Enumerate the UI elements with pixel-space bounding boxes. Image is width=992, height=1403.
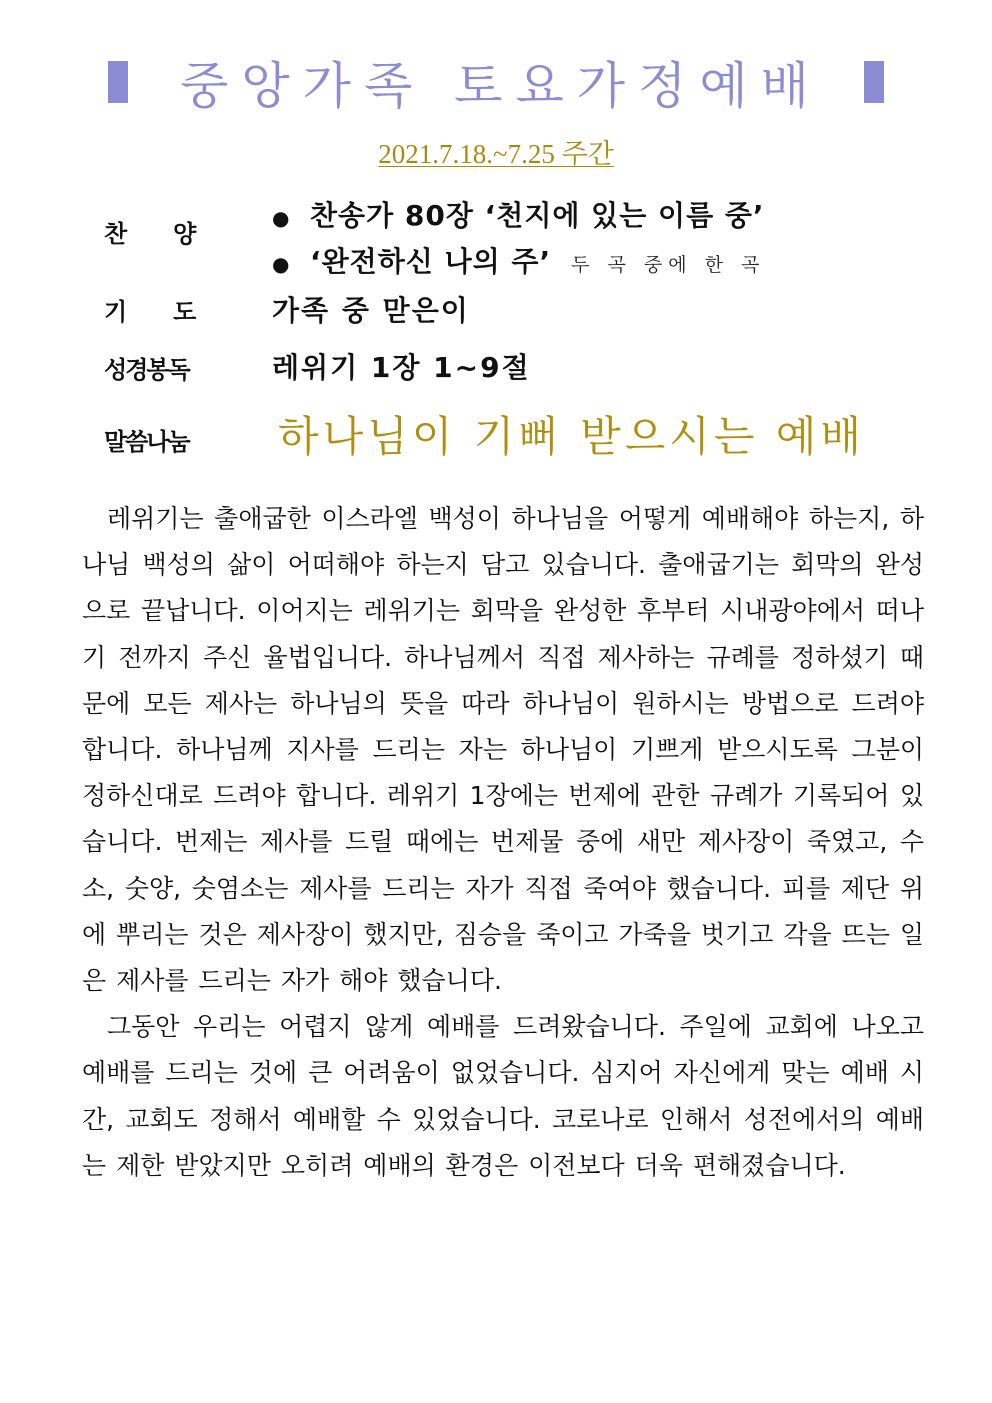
praise-label: 찬양: [104, 220, 243, 248]
page-title: 중앙가족 토요가정예배: [180, 57, 822, 115]
body-paragraph: 레위기는 출애굽한 이스라엘 백성이 하나님을 어떻게 예배해야 하는지, 하나님 백성의 삶이 어떠해야 하는지 담고 있습니다. 출애굽기는 회막의 완성으로 끝납니다. 이어지는 레위기는 회막을 완성한 후부터 시내광야에서 떠나기 전까지 주신 율법입니다. 하나님께서 직접 제사하는 규례를 정하셨기 때문에 모든 제사는 하나님의 뜻을 따라 하나님이 원하시는 방법으로 드려야 합니다. 하나님께 지사를 드리는 자는 하나님이 기쁘게 받으시도록 그분이 정하신대로 드려야 합니다. 레위기 1장에는 번제에 관한 규례가 기록되어 있습니다. 번제는 제사를 드릴 때에는 번제물 중에 새만 제사장이 죽였고, 수소, 숫양, 숫염소는 제사를 드리는 자가 직접 죽여야 했습니다. 피를 제단 위에 뿌리는 것은 제사장이 했지만, 짐승을 죽이고 가죽을 벗기고 각을 뜨는 일은 제사를 드리는 자가 해야 했습니다.: [82, 504, 924, 996]
body-paragraph: 그동안 우리는 어렵지 않게 예배를 드려왔습니다. 주일에 교회에 나오고 예배를 드리는 것에 큰 어려움이 없었습니다. 심지어 자신에게 맞는 예배 시간, 교회도 정해서 예배할 수 있었습니다. 코로나로 인해서 성전에서의 예배는 제한 받았지만 오히려 예배의 환경은 이전보다 더욱 편해졌습니다.: [82, 1012, 924, 1180]
hymn-item: [272, 240, 932, 286]
title-row: [0, 42, 992, 122]
reading-label: 성경봉독: [104, 356, 189, 384]
title-bar-right: [864, 61, 884, 103]
sermon-title: 하나님이 기뻐 받으시는 예배: [278, 412, 865, 461]
date-line: [0, 132, 992, 171]
hymn-note: 두 곡 중에 한 곡: [571, 254, 766, 276]
bullet-icon: ●: [272, 252, 290, 276]
hymn-title: 찬송가 80장 ‘천지에 있는 이름 중’: [310, 199, 765, 232]
hymn-list: [272, 194, 932, 286]
week-date: 2021.7.18.~7.25 주간: [378, 139, 614, 169]
bullet-icon: ●: [272, 206, 290, 230]
sermon-label: 말씀나눔: [104, 428, 189, 456]
hymn-item: [272, 194, 932, 240]
sermon-body: [82, 496, 924, 1189]
prayer-label: 기도: [104, 298, 243, 326]
prayer-value: 가족 중 맏은이: [272, 294, 470, 327]
hymn-title: ‘완전하신 나의 주’: [310, 245, 552, 278]
title-bar-left: [108, 61, 128, 103]
reading-value: 레위기 1장 1~9절: [272, 351, 531, 384]
